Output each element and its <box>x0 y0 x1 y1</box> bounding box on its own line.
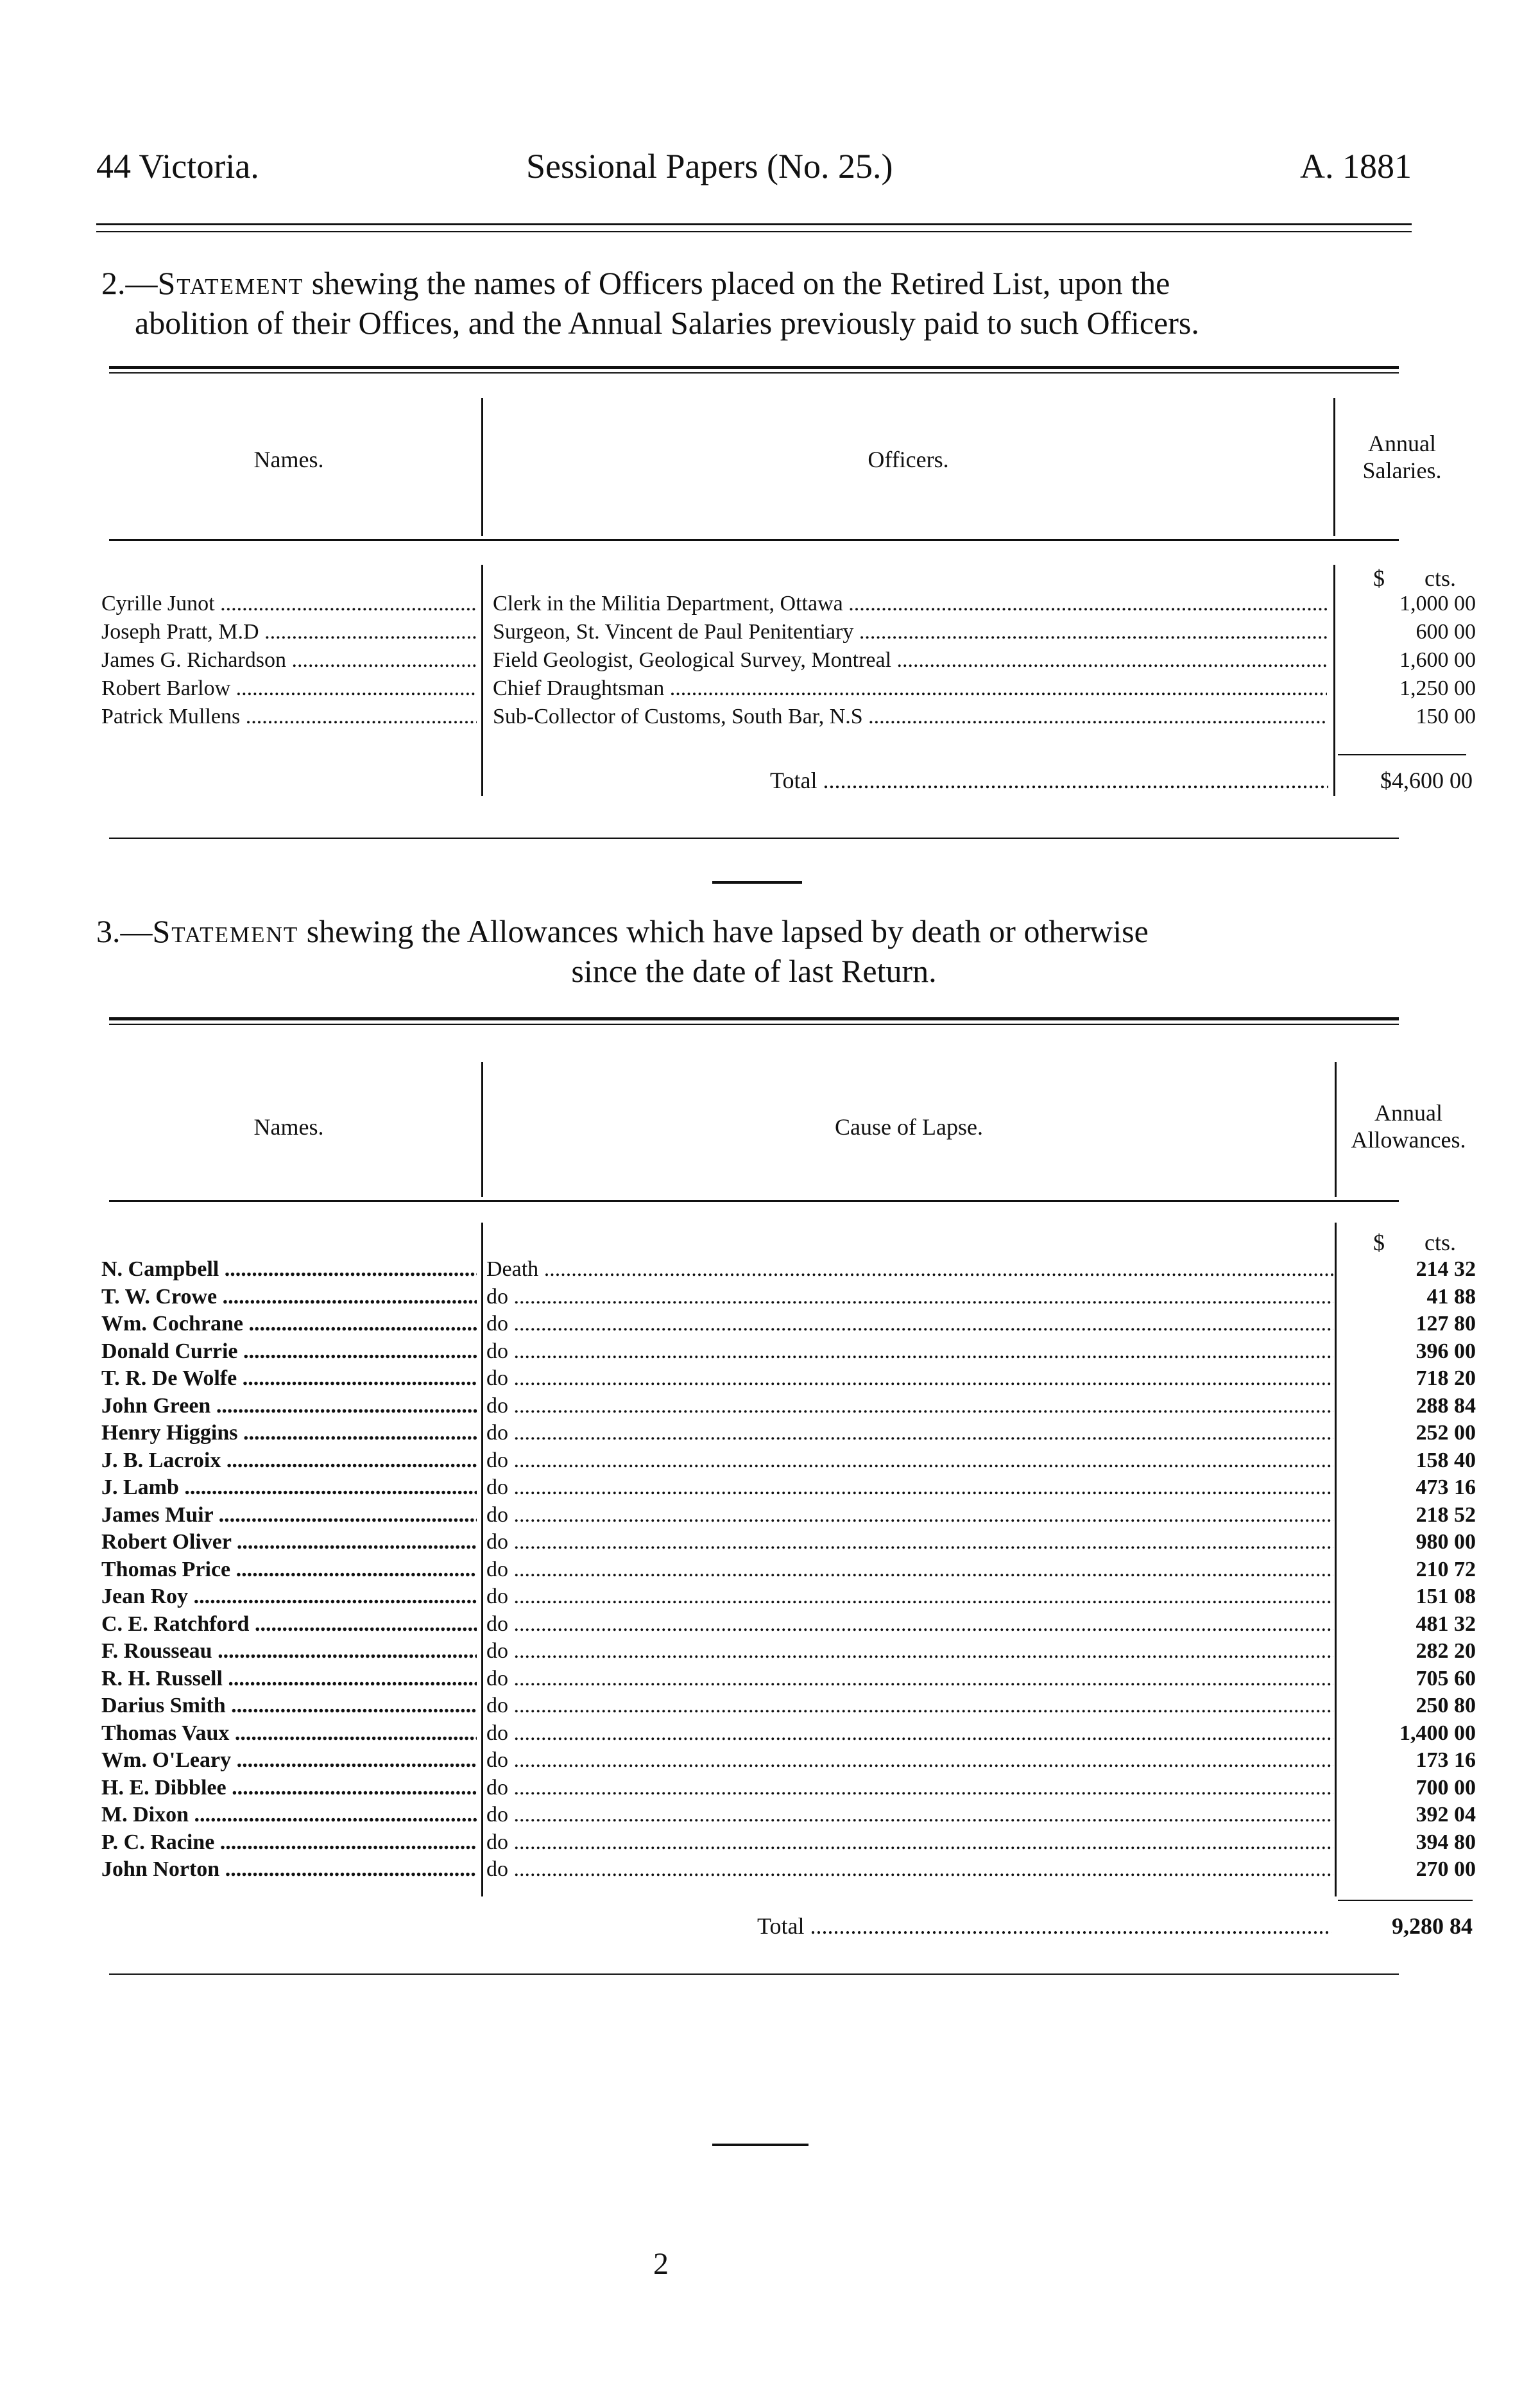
statement-2-heading <box>96 263 1412 343</box>
table-rule <box>109 366 1399 369</box>
allowance-amount: 288 84 <box>1416 1393 1476 1418</box>
pensioner-name: Wm. Cochrane ..... <box>101 1311 477 1337</box>
column-header-salaries: Annual Salaries. <box>1362 431 1442 483</box>
table-row <box>96 1311 1476 1337</box>
running-head <box>96 146 1412 191</box>
lapse-cause: do ..... <box>486 1720 1333 1747</box>
sum-rule <box>1338 1900 1473 1901</box>
allowance-amount: 1,400 00 <box>1399 1721 1476 1745</box>
salary-amount: 1,000 00 <box>1399 592 1476 615</box>
table-row <box>96 1856 1476 1883</box>
lapse-cause: do ..... <box>486 1665 1333 1692</box>
table-row <box>96 675 1476 702</box>
statement-2-line2: abolition of their Offices, and the Annual Salaries previously paid to such Officers. <box>135 305 1199 341</box>
table-row <box>96 1692 1476 1719</box>
allowance-amount: 394 80 <box>1416 1830 1476 1854</box>
allowance-amount: 270 00 <box>1416 1857 1476 1881</box>
lapsed-allowances-table <box>96 1017 1476 1993</box>
salary-amount: 150 00 <box>1416 705 1476 728</box>
lapse-cause: do ..... <box>486 1420 1333 1447</box>
lapse-cause: do ..... <box>486 1638 1333 1665</box>
allowance-amount: 250 80 <box>1416 1694 1476 1717</box>
column-divider <box>1335 1062 1337 1197</box>
officer-name: Cyrille Junot ..... <box>101 590 477 617</box>
table-row <box>96 1502 1476 1529</box>
pensioner-name: Henry Higgins ..... <box>101 1420 477 1447</box>
officer-office: Surgeon, St. Vincent de Paul Penitentiary ..... <box>493 619 1327 646</box>
salary-amount: 1,600 00 <box>1399 648 1476 672</box>
statement-2-line1: shewing the names of Officers placed on the Retired List, upon the <box>304 265 1170 301</box>
allowance-amount: 705 60 <box>1416 1666 1476 1690</box>
lapse-cause: do ..... <box>486 1801 1333 1828</box>
total-amount: $4,600 00 <box>1380 768 1473 793</box>
officer-name: James G. Richardson ..... <box>101 647 477 674</box>
sum-rule <box>1338 754 1466 755</box>
table-row <box>96 1747 1476 1774</box>
table-rule <box>109 1024 1399 1025</box>
pensioner-name: N. Campbell ..... <box>101 1256 477 1283</box>
pensioner-name: T. R. De Wolfe ..... <box>101 1365 477 1392</box>
section-separator <box>712 881 802 884</box>
allowance-amount: 41 88 <box>1426 1284 1476 1309</box>
lapse-cause: do ..... <box>486 1502 1333 1529</box>
lapse-cause: do ..... <box>486 1447 1333 1474</box>
unit-dollars: $ <box>1373 565 1385 591</box>
officer-name: Robert Barlow ..... <box>101 675 477 702</box>
running-head-right: A. 1881 <box>1300 147 1412 185</box>
column-header-allowances: Annual Allowances. <box>1351 1100 1466 1153</box>
lapse-cause: do ..... <box>486 1583 1333 1610</box>
table-bottom-rule <box>109 1973 1399 1975</box>
allowance-amount: 127 80 <box>1416 1312 1476 1336</box>
pensioner-name: M. Dixon ..... <box>101 1801 477 1828</box>
pensioner-name: J. B. Lacroix ..... <box>101 1447 477 1474</box>
allowance-amount: 718 20 <box>1416 1366 1476 1390</box>
table-row <box>96 1556 1476 1583</box>
statement-3-lead: Statement <box>152 913 299 949</box>
table-row <box>96 1720 1476 1747</box>
pensioner-name: Darius Smith ..... <box>101 1692 477 1719</box>
pensioner-name: T. W. Crowe ..... <box>101 1284 477 1311</box>
pensioner-name: Jean Roy ..... <box>101 1583 477 1610</box>
officer-office: Clerk in the Militia Department, Ottawa ..... <box>493 590 1327 617</box>
pensioner-name: Donald Currie ..... <box>101 1338 477 1365</box>
lapse-cause: do ..... <box>486 1856 1333 1883</box>
officer-office: Chief Draughtsman ..... <box>493 675 1327 702</box>
pensioner-name: F. Rousseau ..... <box>101 1638 477 1665</box>
unit-dollars: $ <box>1373 1230 1385 1255</box>
header-rule <box>96 231 1412 232</box>
column-header-cause: Cause of Lapse. <box>835 1114 983 1140</box>
table-row <box>96 1665 1476 1692</box>
table-row <box>96 1775 1476 1801</box>
table-row <box>96 1447 1476 1474</box>
table-rule <box>109 1017 1399 1020</box>
allowance-amount: 252 00 <box>1416 1421 1476 1445</box>
table-row <box>96 1583 1476 1610</box>
lapse-cause: Death ..... <box>486 1256 1333 1283</box>
retired-officers-table <box>96 366 1476 854</box>
running-head-center: Sessional Papers (No. 25.) <box>526 147 893 185</box>
officer-name: Patrick Mullens ..... <box>101 703 477 730</box>
lapse-cause: do ..... <box>486 1284 1333 1311</box>
column-divider <box>1333 398 1335 536</box>
officer-office: Sub-Collector of Customs, South Bar, N.S ..... <box>493 703 1327 730</box>
table-bottom-rule <box>109 838 1399 839</box>
header-separator <box>109 1200 1399 1202</box>
allowance-amount: 392 04 <box>1416 1803 1476 1827</box>
officer-office: Field Geologist, Geological Survey, Montreal ..... <box>493 647 1327 674</box>
header-rule <box>96 223 1412 225</box>
table-row <box>96 590 1476 617</box>
pensioner-name: Robert Oliver ..... <box>101 1529 477 1556</box>
statement-3-line2: since the date of last Return. <box>571 953 937 989</box>
column-header-officers: Officers. <box>868 447 949 472</box>
column-header-names: Names. <box>253 447 324 472</box>
table-row <box>96 1611 1476 1638</box>
table-row <box>96 1256 1476 1283</box>
lapse-cause: do ..... <box>486 1393 1333 1420</box>
table-row <box>96 703 1476 730</box>
page-number: 2 <box>653 2247 669 2281</box>
table-row <box>96 1284 1476 1311</box>
table-row <box>96 619 1476 646</box>
statement-3-heading <box>96 911 1412 991</box>
allowance-amount: 282 20 <box>1416 1639 1476 1663</box>
table-row <box>96 1474 1476 1501</box>
column-header-names: Names. <box>253 1114 324 1140</box>
statement-3-number: 3.— <box>96 913 153 949</box>
lapse-cause: do ..... <box>486 1775 1333 1801</box>
allowance-amount: 481 32 <box>1416 1612 1476 1636</box>
table-rule <box>109 372 1399 374</box>
table-row <box>96 1801 1476 1828</box>
pensioner-name: J. Lamb ..... <box>101 1474 477 1501</box>
page-end-separator <box>712 2144 809 2146</box>
lapse-cause: do ..... <box>486 1365 1333 1392</box>
total-label-text: Total <box>757 1913 805 1939</box>
allowance-amount: 396 00 <box>1416 1339 1476 1363</box>
pensioner-name: C. E. Ratchford ..... <box>101 1611 477 1638</box>
total-label-text: Total <box>770 768 817 793</box>
lapse-cause: do ..... <box>486 1529 1333 1556</box>
allowance-amount: 173 16 <box>1416 1748 1476 1772</box>
statement-2-lead: Statement <box>157 265 304 301</box>
allowance-amount: 218 52 <box>1416 1502 1476 1527</box>
pensioner-name: Wm. O'Leary ..... <box>101 1747 477 1774</box>
allowance-amount: 214 32 <box>1416 1257 1476 1281</box>
lapse-cause: do ..... <box>486 1311 1333 1337</box>
salary-amount: 600 00 <box>1416 620 1476 644</box>
allowance-amount: 151 08 <box>1416 1585 1476 1608</box>
lapse-cause: do ..... <box>486 1692 1333 1719</box>
total-label <box>757 1913 1331 1939</box>
lapse-cause: do ..... <box>486 1556 1333 1583</box>
total-label <box>770 767 1328 794</box>
pensioner-name: James Muir ..... <box>101 1502 477 1529</box>
lapse-cause: do ..... <box>486 1474 1333 1501</box>
allowance-amount: 700 00 <box>1416 1775 1476 1800</box>
allowance-amount: 210 72 <box>1416 1557 1476 1581</box>
table-row <box>96 647 1476 674</box>
pensioner-name: H. E. Dibblee ..... <box>101 1775 477 1801</box>
unit-cents: cts. <box>1425 1230 1456 1255</box>
allowance-amount: 473 16 <box>1416 1475 1476 1499</box>
statement-2-number: 2.— <box>101 265 158 301</box>
lapse-cause: do ..... <box>486 1747 1333 1774</box>
running-head-left: 44 Victoria. <box>96 147 259 185</box>
lapse-cause: do ..... <box>486 1611 1333 1638</box>
pensioner-name: Thomas Vaux ..... <box>101 1720 477 1747</box>
allowance-amount: 158 40 <box>1416 1448 1476 1472</box>
pensioner-name: P. C. Racine ..... <box>101 1829 477 1856</box>
pensioner-name: R. H. Russell ..... <box>101 1665 477 1692</box>
table-row <box>96 1393 1476 1420</box>
table-row <box>96 1420 1476 1447</box>
table-row <box>96 1638 1476 1665</box>
unit-cents: cts. <box>1425 565 1456 591</box>
total-amount: 9,280 84 <box>1392 1913 1473 1939</box>
table-row <box>96 1365 1476 1392</box>
pensioner-name: Thomas Price ..... <box>101 1556 477 1583</box>
table-row <box>96 1338 1476 1365</box>
statement-3-line1: shewing the Allowances which have lapsed by death or otherwise <box>298 913 1149 949</box>
table-row <box>96 1829 1476 1856</box>
table-row <box>96 1529 1476 1556</box>
allowance-amount: 980 00 <box>1416 1530 1476 1554</box>
pensioner-name: John Norton ..... <box>101 1856 477 1883</box>
lapse-cause: do ..... <box>486 1829 1333 1856</box>
pensioner-name: John Green ..... <box>101 1393 477 1420</box>
officer-name: Joseph Pratt, M.D ..... <box>101 619 477 646</box>
lapse-cause: do ..... <box>486 1338 1333 1365</box>
header-separator <box>109 539 1399 541</box>
salary-amount: 1,250 00 <box>1399 676 1476 700</box>
